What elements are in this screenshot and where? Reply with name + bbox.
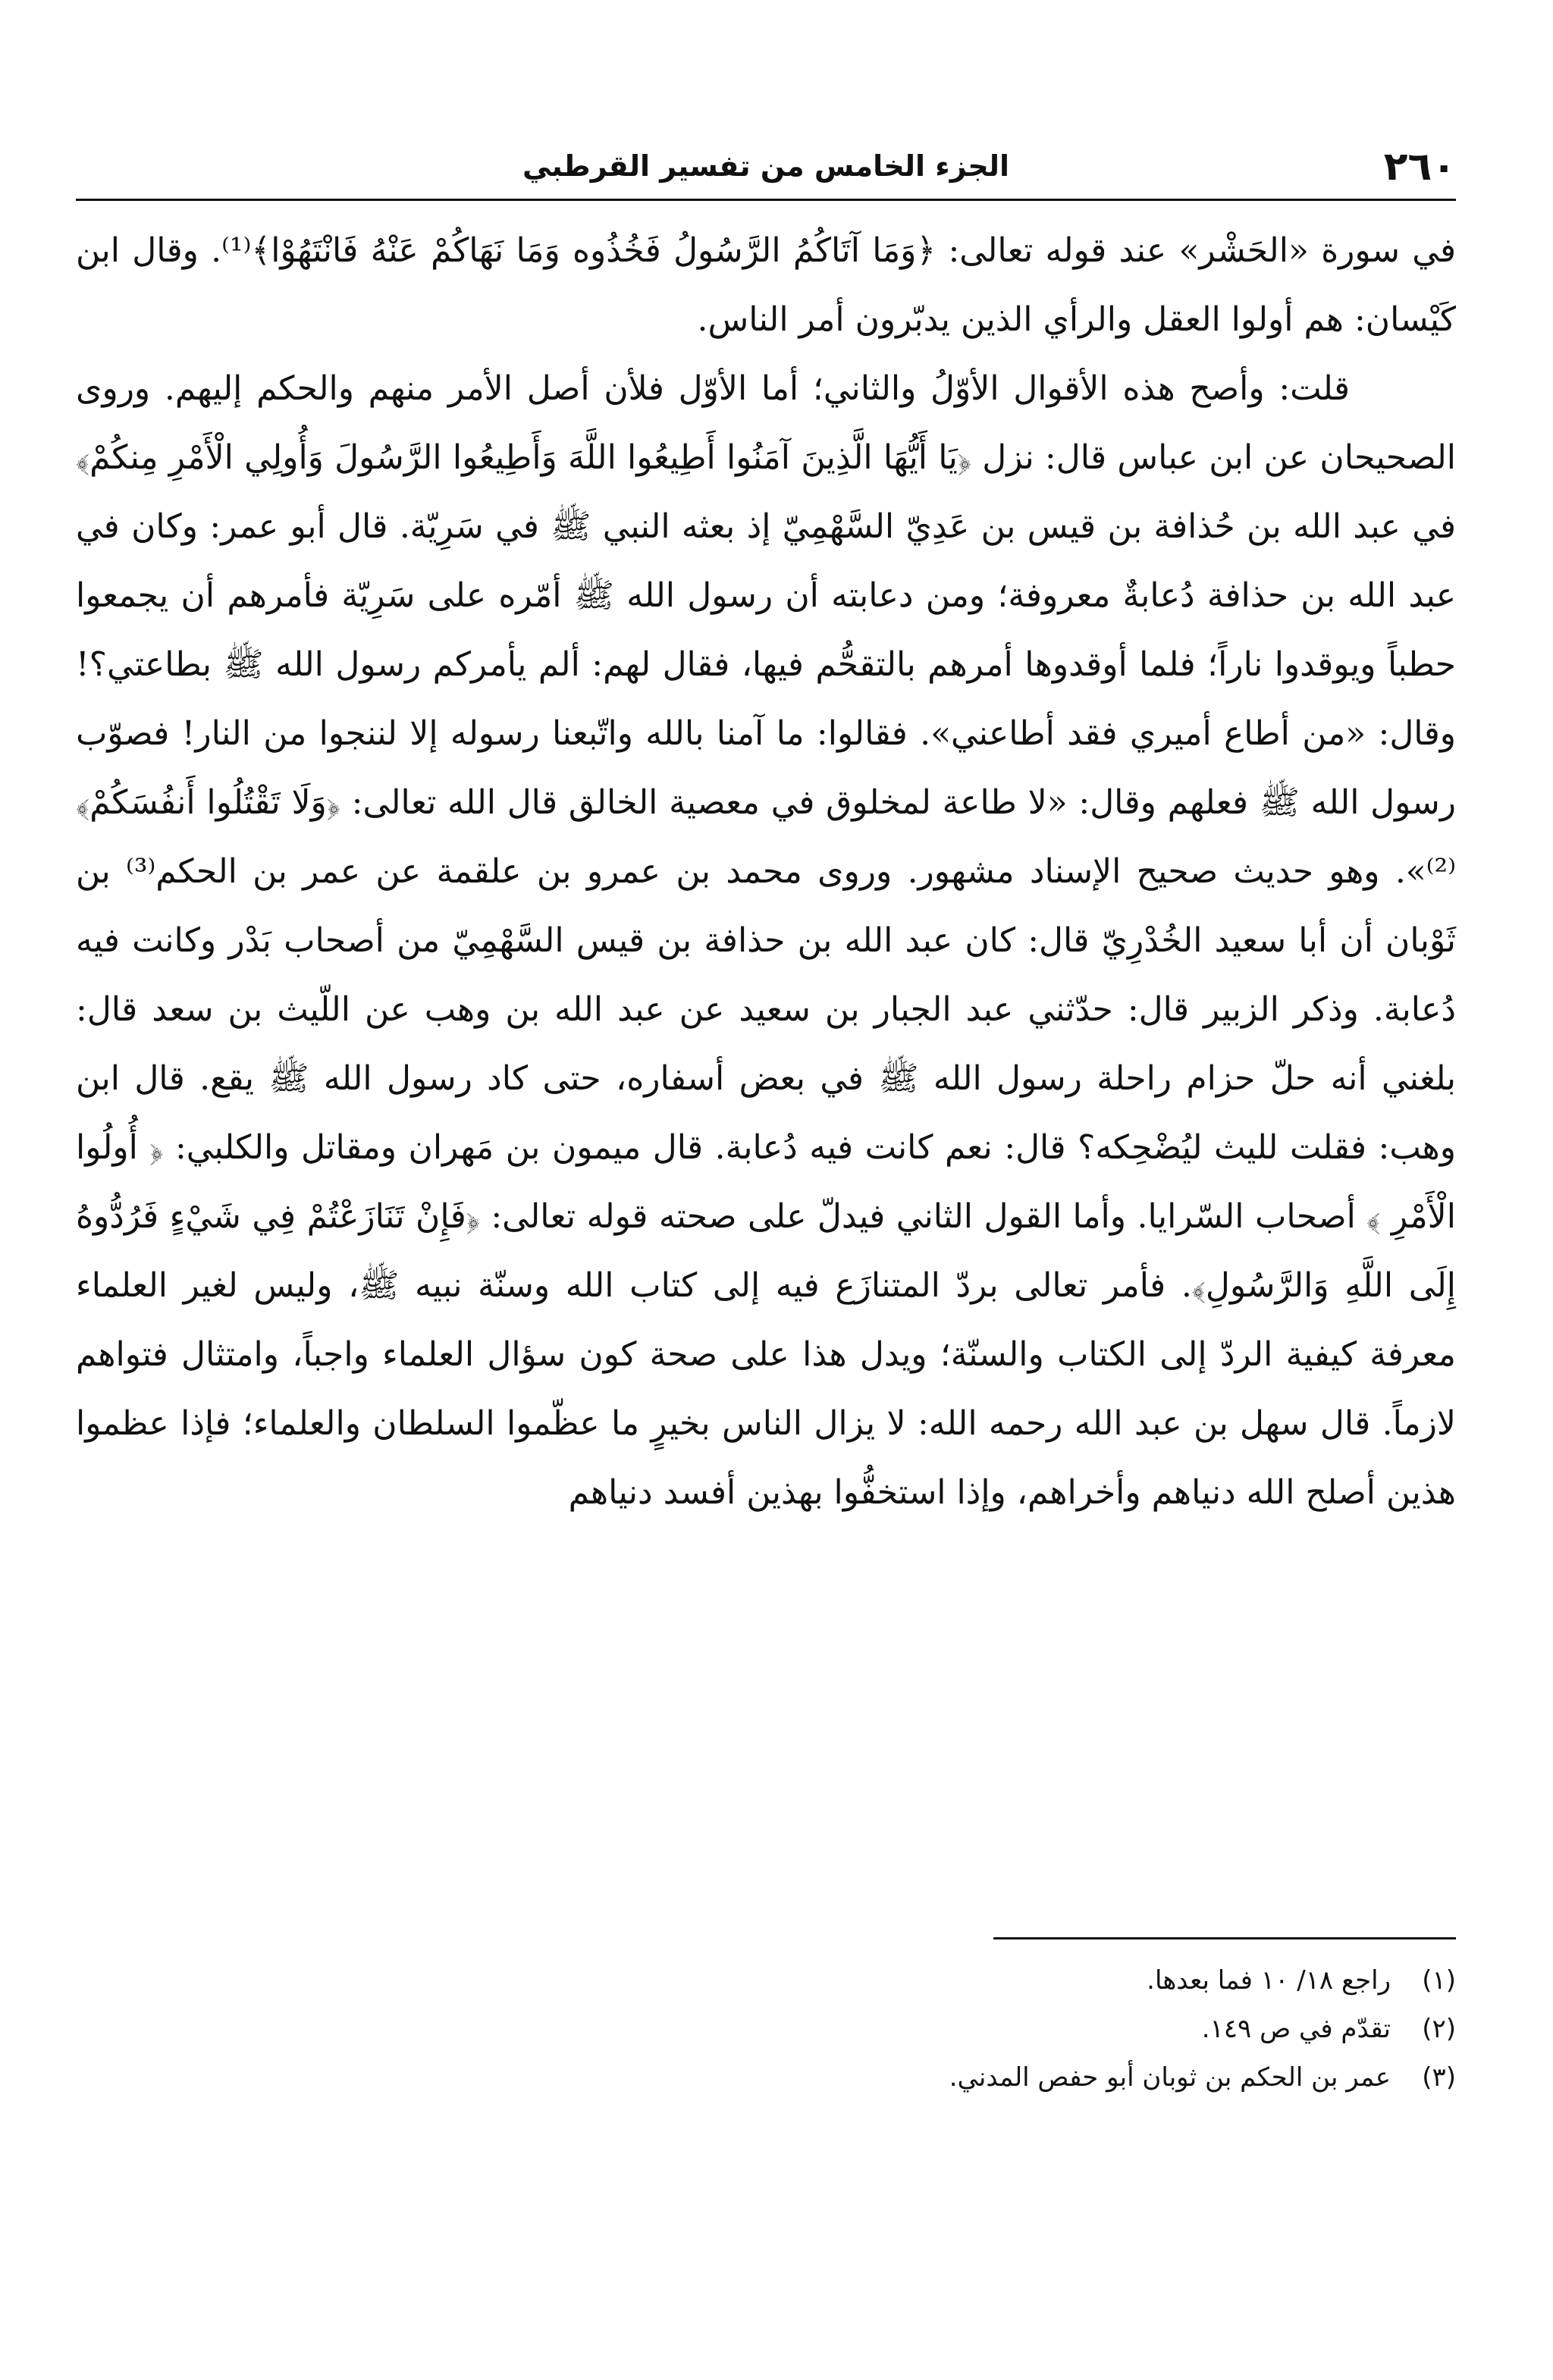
page-header <box>76 140 1456 201</box>
footnote-number: (٣) <box>1422 2062 1456 2093</box>
paragraph: قلت: وأصح هذه الأقوال الأوّلُ والثاني؛ أما الأوّل فلأن أصل الأمر منهم والحكم إليهم. وروى الصحيحان عن ابن عباس قال: نزل ﴿يَا أَيُّهَا الَّذِينَ آمَنُوا أَطِيعُوا اللَّهَ وَأَطِيعُوا الرَّسُولَ وَأُولِي الْأَمْرِ مِنكُمْ﴾ في عبد الله بن حُذافة بن قيس بن عَدِيّ السَّهْمِيّ إذ بعثه النبي ﷺ في سَرِيّة. قال أبو عمر: وكان في عبد الله بن حذافة دُعابةٌ معروفة؛ ومن دعابته أن رسول الله ﷺ أمّره على سَرِيّة فأمرهم أن يجمعوا حطباً ويوقدوا ناراً؛ فلما أوقدوها أمرهم بالتقحُّم فيها، فقال لهم: ألم يأمركم رسول الله ﷺ بطاعتي؟! وقال: «من أطاع أميري فقد أطاعني». فقالوا: ما آمنا بالله واتّبعنا رسوله إلا لننجوا من النار! فصوّب رسول الله ﷺ فعلهم وقال: «لا طاعة لمخلوق في معصية الخالق قال الله تعالى: ﴿وَلَا تَقْتُلُوا أَنفُسَكُمْ﴾⁽²⁾». وهو حديث صحيح الإسناد مشهور. وروى محمد بن عمرو بن علقمة عن عمر بن الحكم⁽³⁾ بن ثَوْبان أن أبا سعيد الخُدْرِيّ قال: كان عبد الله بن حذافة بن قيس السَّهْمِيّ من أصحاب بَدْر وكانت فيه دُعابة. وذكر الزبير قال: حدّثني عبد الجبار بن سعيد عن عبد الله بن وهب عن اللّيث بن سعد قال: بلغني أنه حلّ حزام راحلة رسول الله ﷺ في بعض أسفاره، حتى كاد رسول الله ﷺ يقع. قال ابن وهب: فقلت لليث ليُضْحِكه؟ قال: نعم كانت فيه دُعابة. قال ميمون بن مَهران ومقاتل والكلبي: ﴿ أُولُوا الْأَمْرِ ﴾ أصحاب السّرايا. وأما القول الثاني فيدلّ على صحته قوله تعالى: ﴿فَإِنْ تَنَازَعْتُمْ فِي شَيْءٍ فَرُدُّوهُ إِلَى اللَّهِ وَالرَّسُولِ﴾. فأمر تعالى بردّ المتنازَع فيه إلى كتاب الله وسنّة نبيه ﷺ، وليس لغير العلماء معرفة كيفية الردّ إلى الكتاب والسنّة؛ ويدل هذا على صحة كون سؤال العلماء واجباً، وامتثال فتواهم لازماً. قال سهل بن عبد الله رحمه الله: لا يزال الناس بخيرٍ ما عظّموا السلطان والعلماء؛ فإذا عظموا هذين أصلح الله دنياهم وأخراهم، وإذا استخفُّوا بهذين أفسد دنياهم <box>76 369 1456 1512</box>
footnote-text: عمر بن الحكم بن ثوبان أبو حفص المدني. <box>949 2062 1391 2093</box>
main-text <box>76 216 1456 1527</box>
footnote-number: (٢) <box>1422 2014 1456 2044</box>
footnote-rule <box>993 1937 1456 1939</box>
footnote-text: راجع ١٨/ ١٠ فما بعدها. <box>1147 1965 1391 1996</box>
footnote <box>76 1956 1456 2005</box>
footnote <box>76 2053 1456 2102</box>
footnote-text: تقدّم في ص ١٤٩. <box>1201 2014 1391 2044</box>
footnotes <box>76 1956 1456 2102</box>
paragraph: في سورة «الحَشْر» عند قوله تعالى: ﴿وَمَا آتَاكُمُ الرَّسُولُ فَخُذُوه وَمَا نَهَاكُمْ عَنْهُ فَانْتَهُوْا﴾⁽¹⁾. وقال ابن كَيْسان: هم أولوا العقل والرأي الذين يدبّرون أمر الناس. <box>76 231 1457 339</box>
page-number: ٢٦٠ <box>1383 144 1456 190</box>
running-title: الجزء الخامس من تفسير القرطبي <box>522 149 1010 183</box>
footnote-number: (١) <box>1422 1965 1456 1996</box>
header-rule <box>76 199 1456 201</box>
footnote <box>76 2005 1456 2053</box>
